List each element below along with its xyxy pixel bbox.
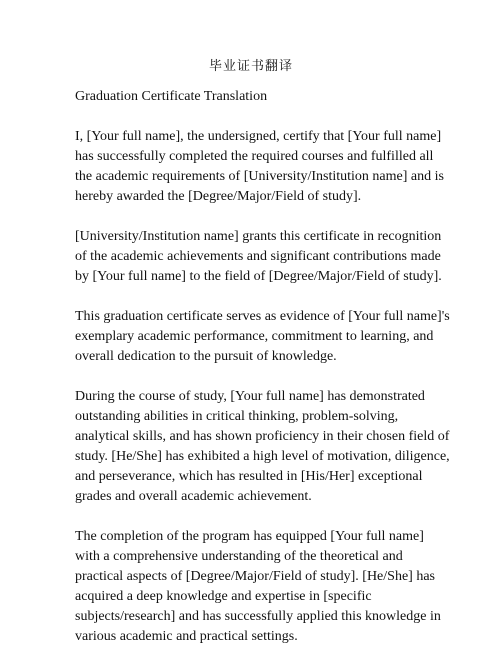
text-line: overall dedication to the pursuit of knowledge. bbox=[75, 349, 337, 364]
text-line: [University/Institution name] grants this certificate in recognition bbox=[75, 229, 442, 244]
text-line: acquired a deep knowledge and expertise in [specific bbox=[75, 589, 372, 604]
text-line: This graduation certificate serves as evidence of [Your full name]'s bbox=[75, 309, 450, 324]
text-line: the academic requirements of [University/Institution name] and is bbox=[75, 169, 444, 184]
text-line: various academic and practical settings. bbox=[75, 629, 298, 644]
text-line: study. [He/She] has exhibited a high level of motivation, diligence, bbox=[75, 449, 450, 464]
text-line: The completion of the program has equipped [Your full name] bbox=[75, 529, 424, 544]
text-line: of the academic achievements and significant contributions made bbox=[75, 249, 441, 264]
text-line: with a comprehensive understanding of the theoretical and bbox=[75, 549, 403, 564]
paragraph-5 bbox=[75, 527, 441, 647]
text-line: exemplary academic performance, commitment to learning, and bbox=[75, 329, 434, 344]
text-line: During the course of study, [Your full name] has demonstrated bbox=[75, 389, 425, 404]
text-line: hereby awarded the [Degree/Major/Field of study]. bbox=[75, 189, 362, 204]
paragraph-4 bbox=[75, 387, 450, 507]
paragraph-3 bbox=[75, 307, 450, 367]
paragraph-1 bbox=[75, 127, 444, 207]
text-line: has successfully completed the required courses and fulfilled all bbox=[75, 149, 434, 164]
text-line: subjects/research] and has successfully applied this knowledge in bbox=[75, 609, 441, 624]
text-line: grades and overall academic achievement. bbox=[75, 489, 312, 504]
document-body bbox=[75, 87, 450, 667]
text-line: I, [Your full name], the undersigned, certify that [Your full name] bbox=[75, 129, 442, 144]
text-line: practical aspects of [Degree/Major/Field of study]. [He/She] has bbox=[75, 569, 435, 584]
text-line: analytical skills, and has shown proficiency in their chosen field of bbox=[75, 429, 450, 444]
text-line: and perseverance, which has resulted in [His/Her] exceptional bbox=[75, 469, 423, 484]
english-title: Graduation Certificate Translation bbox=[75, 89, 268, 104]
paragraph-2 bbox=[75, 227, 442, 287]
chinese-title: 毕业证书翻译 bbox=[208, 59, 293, 74]
text-line: by [Your full name] to the field of [Degree/Major/Field of study]. bbox=[75, 269, 442, 284]
text-line: outstanding abilities in critical thinking, problem-solving, bbox=[75, 409, 399, 424]
